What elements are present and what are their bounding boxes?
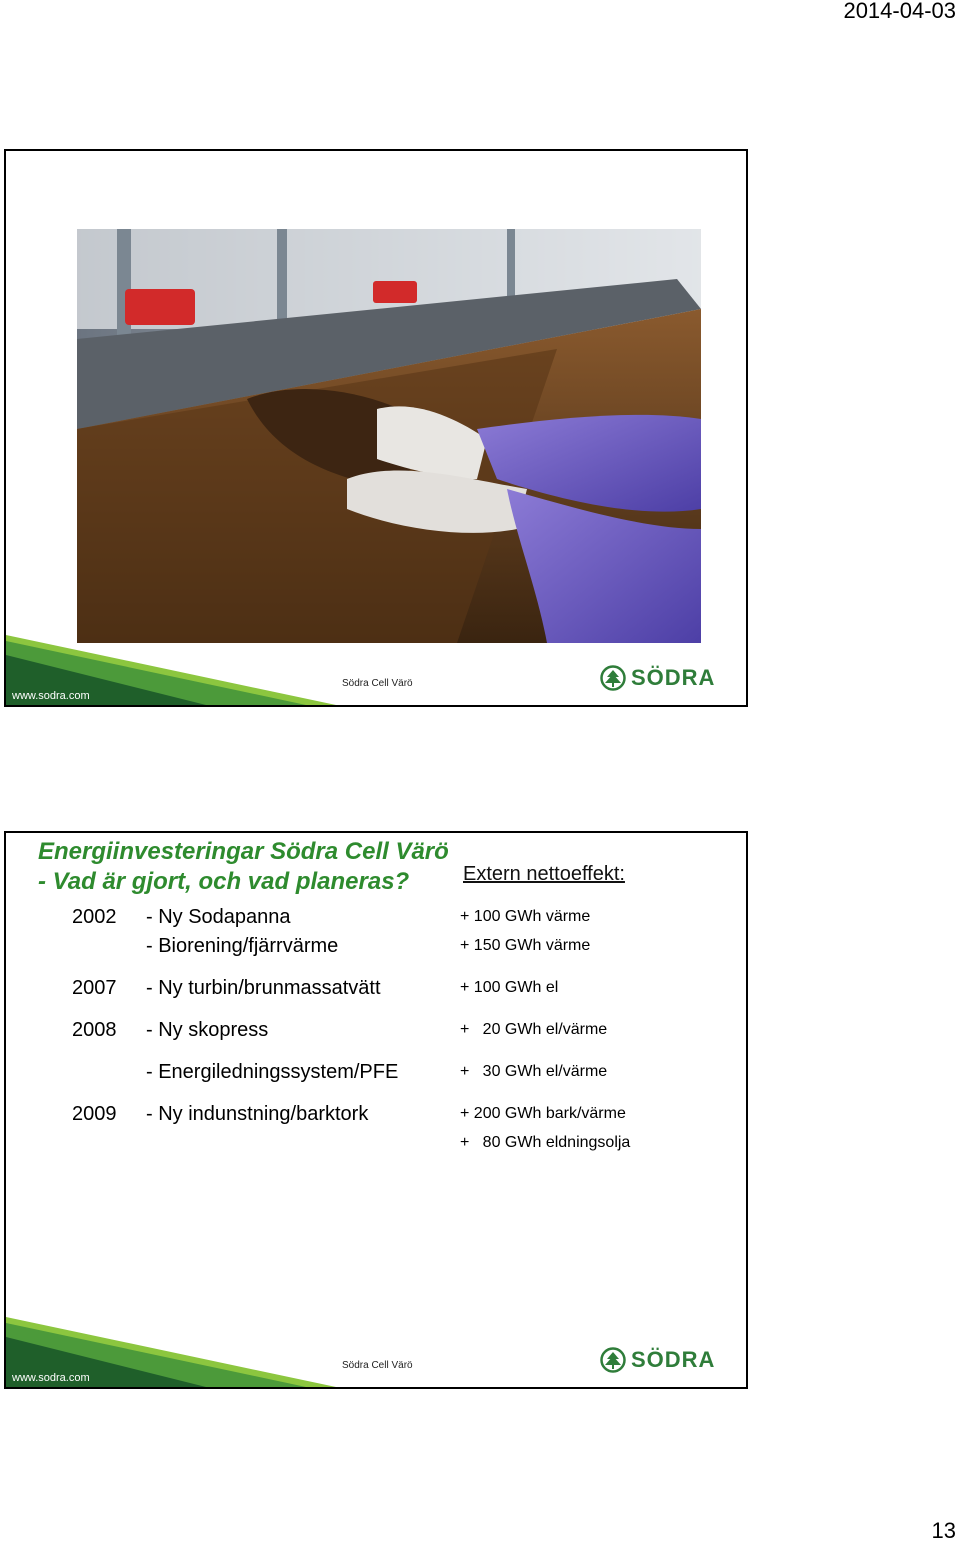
- table-row: [6, 1059, 746, 1085]
- woodchips-photo: [77, 229, 701, 643]
- row-year: 2007: [72, 977, 117, 999]
- logo-wordmark: SÖDRA: [631, 1347, 716, 1372]
- slide-2: [4, 831, 748, 1389]
- row-description: - Ny Sodapanna: [146, 906, 291, 928]
- row-effect: + 200 GWh bark/värme: [460, 1105, 626, 1122]
- slide-title: [38, 837, 449, 897]
- row-description: - Ny skopress: [146, 1019, 269, 1041]
- row-year: 2009: [72, 1103, 117, 1125]
- slide-1: [4, 149, 748, 707]
- slide-footer: [6, 1317, 746, 1387]
- row-year: 2002: [72, 906, 117, 928]
- row-effect: + 20 GWh el/värme: [460, 1021, 608, 1038]
- tree-logo-icon: [600, 1347, 626, 1373]
- website-link[interactable]: www.sodra.com: [12, 1372, 90, 1384]
- table-row: [6, 904, 746, 930]
- logo-wordmark: SÖDRA: [631, 665, 716, 690]
- website-link[interactable]: www.sodra.com: [12, 690, 90, 702]
- row-effect: + 30 GWh el/värme: [460, 1063, 608, 1080]
- row-description: - Ny indunstning/barktork: [146, 1103, 369, 1125]
- row-description: - Energiledningssystem/PFE: [146, 1061, 399, 1083]
- row-year: 2008: [72, 1019, 117, 1041]
- row-description: - Ny turbin/brunmassatvätt: [146, 977, 381, 999]
- footer-label: Södra Cell Värö: [342, 1360, 413, 1371]
- row-effect: + 100 GWh el: [460, 979, 559, 996]
- slide-footer: [6, 635, 746, 705]
- table-row: [6, 1017, 746, 1043]
- table-row: [6, 1101, 746, 1127]
- table-row: [6, 975, 746, 1001]
- title-line-1: Energiinvesteringar Södra Cell Värö: [38, 838, 449, 865]
- row-effect: + 80 GWh eldningsolja: [460, 1134, 631, 1151]
- row-description: - Biorening/fjärrvärme: [146, 935, 339, 957]
- sodra-logo: [600, 665, 715, 691]
- tree-logo-icon: [600, 665, 626, 691]
- row-effect: + 150 GWh värme: [460, 937, 591, 954]
- sodra-logo: [600, 1347, 715, 1373]
- footer-label: Södra Cell Värö: [342, 678, 413, 689]
- row-effect: + 100 GWh värme: [460, 908, 591, 925]
- table-row: [6, 1130, 746, 1156]
- extern-header: Extern nettoeffekt:: [463, 863, 625, 885]
- title-line-2: - Vad är gjort, och vad planeras?: [38, 868, 410, 895]
- table-row: [6, 933, 746, 959]
- page-number: 13: [931, 1518, 956, 1543]
- page-date: 2014-04-03: [843, 0, 956, 23]
